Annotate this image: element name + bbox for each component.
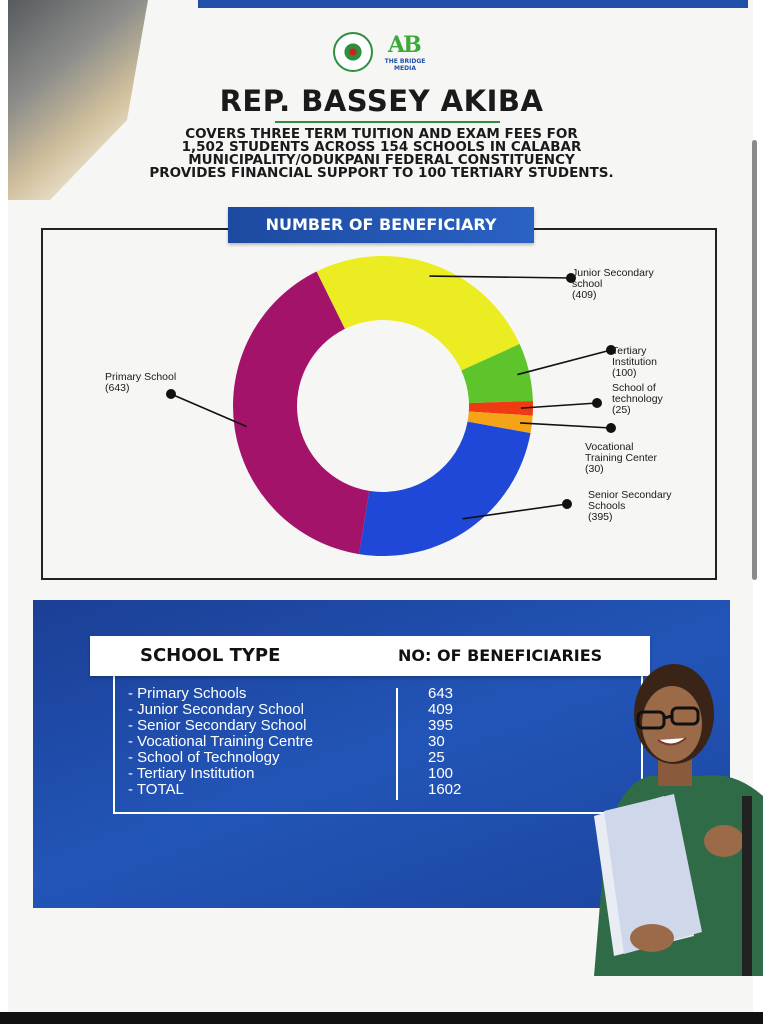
slice-label: Junior Secondary school (409): [572, 267, 654, 301]
table-row-name: - Tertiary Institution: [128, 765, 255, 782]
table-row-name: - Primary Schools: [128, 685, 247, 702]
top-accent-bar: [198, 0, 748, 8]
subtitle-line: 1,502 STUDENTS ACROSS 154 SCHOOLS IN CALABAR: [181, 139, 582, 155]
coat-of-arms-logo: [333, 32, 373, 72]
slice-label: Vocational Training Center (30): [585, 441, 657, 475]
title-underline: [275, 121, 500, 123]
table-row-value: 1602: [428, 781, 462, 798]
slice-label: Tertiary Institution (100): [612, 345, 657, 379]
callout-dot: [166, 389, 176, 399]
callout-line: [517, 350, 611, 375]
callout-dot: [562, 499, 572, 509]
table-row-name: - TOTAL: [128, 781, 184, 798]
slice-senior-secondary-schools: [359, 422, 530, 556]
student-photo: [594, 636, 763, 976]
slice-label: Primary School (643): [105, 371, 177, 394]
callout-dot: [592, 398, 602, 408]
slice-label: Senior Secondary Schools (395): [588, 489, 672, 523]
bridge-media-logo: [380, 32, 430, 72]
slice-label: School of technology (25): [612, 382, 663, 416]
subtitle-line: MUNICIPALITY/ODUKPANI FEDERAL CONSTITUENCY: [188, 152, 575, 168]
callout-line: [520, 423, 611, 428]
table-header: [90, 636, 650, 676]
subtitle-line: PROVIDES FINANCIAL SUPPORT TO 100 TERTIARY STUDENTS.: [149, 165, 614, 181]
donut-chart: [41, 228, 717, 580]
column-header-school-type: SCHOOL TYPE: [140, 645, 281, 666]
page-title: REP. BASSEY AKIBA: [219, 84, 544, 118]
table-row-value: 100: [428, 765, 454, 782]
bridge-media-mark: AB: [388, 32, 420, 58]
table-row-name: - Senior Secondary School: [128, 717, 307, 734]
subtitle-line: COVERS THREE TERM TUITION AND EXAM FEES FOR: [185, 126, 578, 142]
scrollbar[interactable]: [752, 140, 757, 580]
callout-dot: [606, 423, 616, 433]
table-row-name: - Vocational Training Centre: [128, 733, 314, 750]
table-row-value: 643: [428, 685, 454, 702]
table-row-value: 395: [428, 717, 454, 734]
table-row-value: 30: [428, 733, 445, 750]
chart-title: NUMBER OF BENEFICIARY: [228, 207, 534, 243]
table-row-name: - School of Technology: [128, 749, 280, 766]
bottom-strip: [0, 1012, 763, 1024]
column-header-beneficiaries: NO: OF BENEFICIARIES: [398, 646, 603, 665]
table-row-value: 409: [428, 701, 454, 718]
subtitle: [100, 128, 663, 180]
column-divider: [396, 688, 398, 800]
slice-junior-secondary-school: [317, 256, 520, 370]
table-row-value: 25: [428, 749, 445, 766]
bridge-media-name: THE BRIDGE MEDIA: [384, 58, 426, 72]
table-row-name: - Junior Secondary School: [128, 701, 304, 718]
